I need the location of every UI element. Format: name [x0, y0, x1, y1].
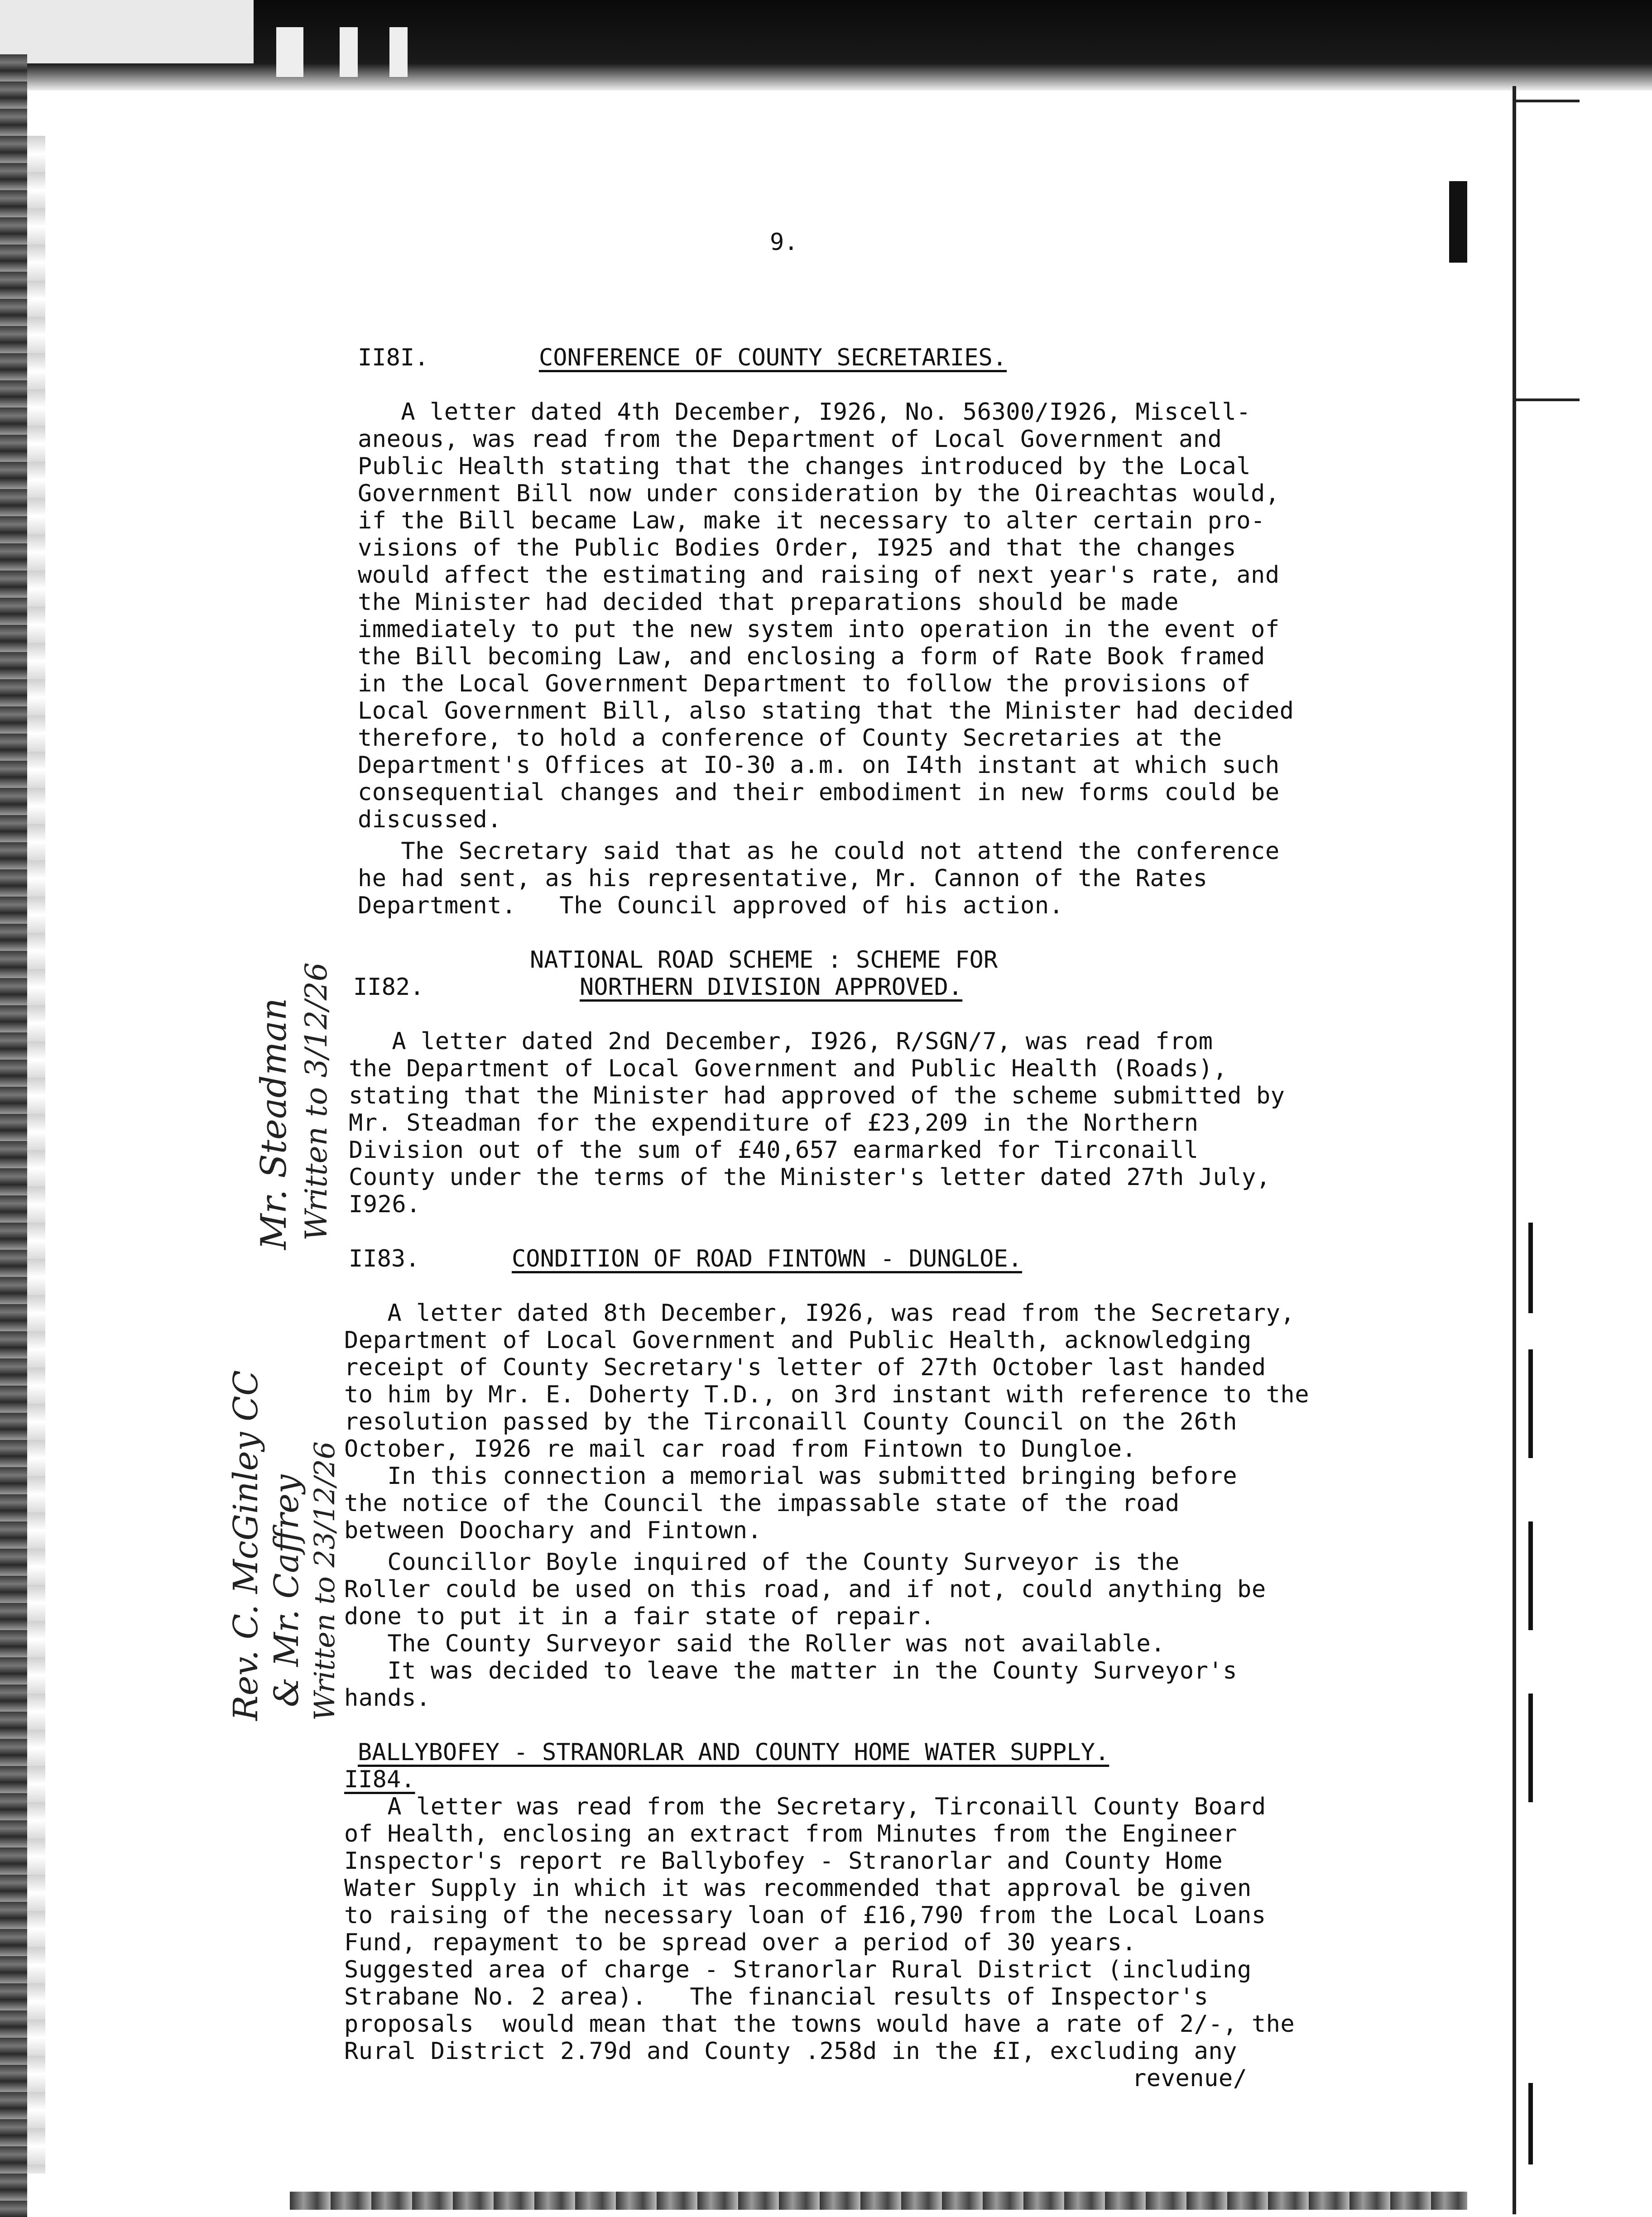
body-line: he had sent, as his representative, Mr. Cannon of the Rates [358, 865, 1208, 892]
body-line: the Department of Local Government and Public Health (Roads), [349, 1055, 1228, 1082]
body-line: done to put it in a fair state of repair. [344, 1603, 935, 1630]
body-line: Department of Local Government and Public Health, acknowledging [344, 1327, 1252, 1354]
body-line: resolution passed by the Tirconaill County Council on the 26th [344, 1408, 1238, 1435]
body-line: A letter dated 2nd December, I926, R/SGN/7, was read from [349, 1028, 1213, 1055]
body-line: A letter was read from the Secretary, Tirconaill County Board [344, 1793, 1266, 1820]
scan-right-tick [1516, 398, 1580, 401]
body-line: would affect the estimating and raising of next year's rate, and [358, 561, 1280, 589]
scan-mark [1528, 2083, 1533, 2164]
body-line: Councillor Boyle inquired of the County Surveyor is the [344, 1549, 1180, 1576]
body-line: immediately to put the new system into operation in the event of [358, 616, 1280, 643]
body-line: stating that the Minister had approved of the scheme submitted by [349, 1082, 1285, 1109]
body-line: in the Local Government Department to follow the provisions of [358, 670, 1251, 697]
body-line: Department's Offices at IO-30 a.m. on I4th instant at which such [358, 752, 1280, 779]
minute-heading: BALLYBOFEY - STRANORLAR AND COUNTY HOME WATER SUPPLY. [358, 1739, 1109, 1766]
body-line: proposals would mean that the towns would have a rate of 2/-, the [344, 2011, 1295, 2038]
scan-top-light-patch [0, 0, 254, 63]
body-line: therefore, to hold a conference of County Secretaries at the [358, 725, 1222, 752]
body-line: A letter dated 8th December, I926, was read from the Secretary, [344, 1300, 1295, 1327]
body-line: aneous, was read from the Department of Local Government and [358, 426, 1222, 453]
body-line: Fund, repayment to be spread over a period of 30 years. [344, 1929, 1137, 1956]
body-line: between Doochary and Fintown. [344, 1517, 762, 1544]
minute-number: II82. [353, 974, 424, 1001]
body-line: County under the terms of the Minister's letter dated 27th July, [349, 1164, 1271, 1191]
body-line: consequential changes and their embodiment in new forms could be [358, 779, 1280, 806]
body-line: Water Supply in which it was recommended that approval be given [344, 1875, 1252, 1902]
body-line: to raising of the necessary loan of £16,790 from the Local Loans [344, 1902, 1266, 1929]
scan-left-edge [0, 54, 27, 2217]
binder-gap [340, 27, 358, 77]
scan-bottom-edge [290, 2192, 1467, 2210]
margin-note-2-line3: Written to 23/12/26 [308, 1441, 341, 1721]
scan-mark [1528, 1694, 1533, 1802]
minute-heading: CONFERENCE OF COUNTY SECRETARIES. [539, 344, 1007, 371]
scan-mark [1528, 1521, 1533, 1630]
body-line: In this connection a memorial was submitted bringing before [344, 1463, 1238, 1490]
body-line: visions of the Public Bodies Order, I925 and that the changes [358, 534, 1237, 561]
scan-mark [1528, 1349, 1533, 1458]
margin-note-1-line1: Mr. Steadman [254, 998, 294, 1250]
binder-gap [389, 27, 408, 77]
body-line: Division out of the sum of £40,657 earmarked for Tirconaill [349, 1137, 1199, 1164]
page-number: 9. [770, 229, 798, 256]
body-line: It was decided to leave the matter in the County Surveyor's [344, 1657, 1238, 1684]
scan-left-edge-shadow [27, 136, 45, 2174]
body-line: I926. [349, 1191, 421, 1218]
body-line: the Bill becoming Law, and enclosing a form of Rate Book framed [358, 643, 1265, 670]
body-line: Suggested area of charge - Stranorlar Rural District (including [344, 1956, 1252, 1983]
minute-number: II84. [344, 1766, 415, 1793]
body-line: October, I926 re mail car road from Fintown to Dungloe. [344, 1435, 1137, 1463]
body-line: receipt of County Secretary's letter of 27th October last handed [344, 1354, 1266, 1381]
body-line: Inspector's report re Ballybofey - Stranorlar and County Home [344, 1848, 1223, 1875]
minute-number: II8I. [358, 344, 429, 371]
body-line: A letter dated 4th December, I926, No. 56300/I926, Miscell- [358, 398, 1251, 426]
body-line: hands. [344, 1684, 431, 1712]
minute-number: II83. [349, 1245, 420, 1272]
scan-mark [1528, 1223, 1533, 1313]
minute-heading: CONDITION OF ROAD FINTOWN - DUNGLOE. [512, 1245, 1023, 1272]
body-line: Rural District 2.79d and County .258d in the £I, excluding any [344, 2038, 1238, 2065]
body-line: the Minister had decided that preparations should be made [358, 589, 1179, 616]
body-line: if the Bill became Law, make it necessary to alter certain pro- [358, 507, 1265, 534]
body-line: Public Health stating that the changes introduced by the Local [358, 453, 1251, 480]
margin-note-2-line2: & Mr. Caffrey [267, 1474, 306, 1707]
scan-right-rule [1513, 86, 1516, 2214]
scan-right-tick [1516, 100, 1580, 102]
minute-heading-line1: NATIONAL ROAD SCHEME : SCHEME FOR [530, 946, 998, 974]
margin-note-2-line1: Rev. C. McGinley CC [226, 1370, 265, 1721]
body-line: discussed. [358, 806, 502, 833]
scan-mark [1449, 181, 1467, 263]
body-line: The County Surveyor said the Roller was not available. [344, 1630, 1165, 1657]
body-line: to him by Mr. E. Doherty T.D., on 3rd instant with reference to the [344, 1381, 1310, 1408]
body-line: The Secretary said that as he could not attend the conference [358, 838, 1280, 865]
catchword: revenue/ [1132, 2065, 1248, 2092]
minute-heading-line2: NORTHERN DIVISION APPROVED. [580, 974, 963, 1001]
binder-gap [276, 27, 303, 77]
body-line: the notice of the Council the impassable state of the road [344, 1490, 1180, 1517]
body-line: Mr. Steadman for the expenditure of £23,209 in the Northern [349, 1109, 1199, 1137]
body-line: of Health, enclosing an extract from Minutes from the Engineer [344, 1820, 1238, 1848]
body-line: Department. The Council approved of his action. [358, 892, 1064, 919]
margin-note-1-line2: Written to 3/12/26 [299, 962, 334, 1241]
body-line: Roller could be used on this road, and if not, could anything be [344, 1576, 1266, 1603]
body-line: Government Bill now under consideration by the Oireachtas would, [358, 480, 1280, 507]
body-line: Local Government Bill, also stating that the Minister had decided [358, 697, 1294, 725]
body-line: Strabane No. 2 area). The financial results of Inspector's [344, 1983, 1209, 2011]
